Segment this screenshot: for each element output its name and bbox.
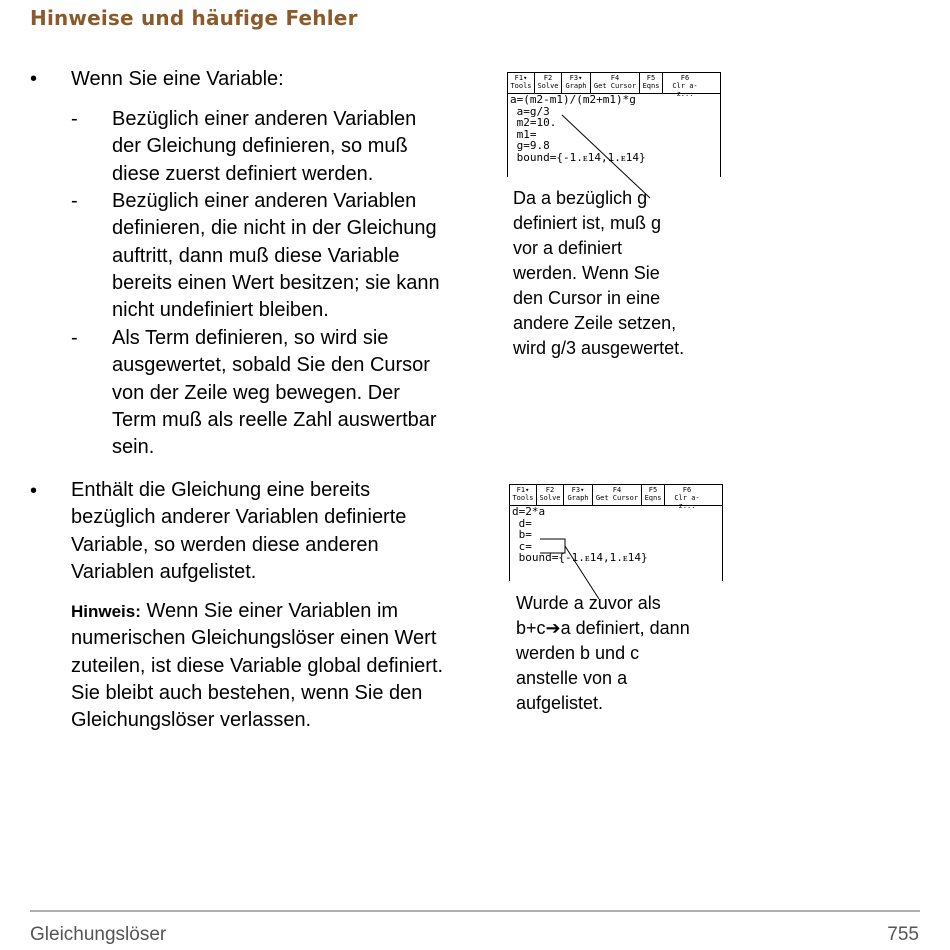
text-line: Wurde a zuvor als: [516, 593, 661, 613]
menu-f4-get-cursor: F4 Get Cursor: [593, 485, 642, 505]
menu-f1-tools: F1▾ Tools: [508, 73, 535, 93]
bullet1-item-1: [112, 106, 416, 188]
screen-line: g=9.8: [510, 139, 550, 152]
text-line: ausgewertet, sobald Sie den Cursor: [112, 354, 430, 377]
footer-chapter-title: Gleichungslöser: [30, 924, 167, 945]
screen-line: c=: [512, 539, 532, 553]
screen-line: d=2*a: [512, 505, 546, 518]
menu-f2-solve: F2 Solve: [537, 485, 564, 505]
text-line: Enthält die Gleichung eine bereits: [71, 479, 371, 501]
screen-line: bound={-1.ᴇ14,1.ᴇ14}: [512, 551, 648, 564]
footer-divider: [30, 910, 920, 912]
text-line: Variable, so werden diese anderen: [71, 533, 379, 556]
text-line: anstelle von a: [516, 668, 628, 688]
menu-f3-graph: F3▾ Graph: [564, 485, 593, 505]
text-line: nicht undefiniert bleiben.: [112, 299, 329, 322]
text-line: Bezüglich einer anderen Variablen: [112, 108, 417, 130]
page-number: 755: [887, 924, 919, 945]
text-line: zuteilen, ist diese Variable global definiert.: [71, 654, 444, 677]
text-line: sein.: [112, 436, 155, 459]
screen-line: b=: [512, 528, 532, 541]
bullet1-item-2: [112, 188, 440, 324]
text-line: Sie bleibt auch bestehen, wenn Sie den: [71, 681, 423, 704]
menu-bar: [510, 485, 722, 510]
text-line: Da a bezüglich g: [513, 188, 648, 208]
text-line: von der Zeile weg bewegen. Der: [112, 381, 400, 404]
text-line: bereits einen Wert besitzen; sie kann: [112, 271, 440, 294]
hint-label: Hinweis:: [71, 602, 141, 621]
text-line: auftritt, dann muß diese Variable: [112, 244, 400, 267]
text-line: Term muß als reelle Zahl auswertbar: [112, 408, 437, 431]
dash-marker: -: [71, 108, 78, 130]
menu-f1-tools: F1▾ Tools: [510, 485, 537, 505]
text-line: bezüglich anderer Variablen definierte: [71, 506, 407, 529]
caption-2: [516, 591, 690, 716]
screen-line: a=g/3: [510, 104, 550, 118]
menu-bar: [508, 73, 720, 98]
hint-paragraph: [71, 598, 443, 734]
screen-line: a=(m2-m1)/(m2+m1)*g: [510, 93, 636, 106]
bullet1-intro: Wenn Sie eine Variable:: [71, 68, 284, 90]
dash-marker: -: [71, 327, 78, 349]
bullet2-text: [71, 477, 406, 586]
text-line: aufgelistet.: [516, 693, 604, 713]
bullet-marker: •: [30, 480, 38, 502]
text-line: der Gleichung definieren, so muß: [112, 135, 408, 158]
text-line: wird g/3 ausgewertet.: [513, 338, 685, 358]
text-line: Gleichungslöser verlassen.: [71, 709, 312, 732]
menu-f2-solve: F2 Solve: [535, 73, 562, 93]
menu-f6-clr: F6 Clr a-z...: [672, 74, 698, 98]
text-line: Variablen aufgelistet.: [71, 560, 257, 583]
text-line: diese zuerst definiert werden.: [112, 162, 374, 185]
menu-f6-clr: F6 Clr a-z...: [674, 486, 700, 510]
text-line: definieren, die nicht in der Gleichung: [112, 217, 437, 240]
text-line: andere Zeile setzen,: [513, 313, 677, 333]
text-line: den Cursor in eine: [513, 288, 661, 308]
text-line: werden b und c: [516, 643, 640, 663]
menu-f4-get-cursor: F4 Get Cursor: [591, 73, 640, 93]
text-line: numerischen Gleichungslöser einen Wert: [71, 627, 437, 650]
bullet1-item-3: [112, 325, 437, 461]
screen-line: bound={-1.ᴇ14,1.ᴇ14}: [510, 150, 646, 164]
text-line: Wenn Sie einer Variablen im: [140, 600, 399, 622]
text-line: Bezüglich einer anderen Variablen: [112, 190, 417, 212]
text-line: werden. Wenn Sie: [513, 263, 660, 283]
text-line: b+c➔a definiert, dann: [516, 618, 690, 638]
menu-f5-eqns: F5 Eqns: [642, 485, 665, 505]
text-line: Als Term definieren, so wird sie: [112, 327, 389, 349]
section-heading: Hinweise und häufige Fehler: [30, 6, 358, 30]
bullet-marker: •: [30, 68, 38, 90]
text-line: definiert ist, muß g: [513, 213, 662, 233]
menu-f5-eqns: F5 Eqns: [640, 73, 663, 93]
screen-line: d=: [512, 516, 532, 530]
dash-marker: -: [71, 190, 78, 212]
screen-line: m1=: [510, 127, 537, 141]
screen-line: m2=10.: [510, 116, 557, 129]
menu-f3-graph: F3▾ Graph: [562, 73, 591, 93]
caption-1: [513, 186, 684, 361]
text-line: vor a definiert: [513, 238, 623, 258]
